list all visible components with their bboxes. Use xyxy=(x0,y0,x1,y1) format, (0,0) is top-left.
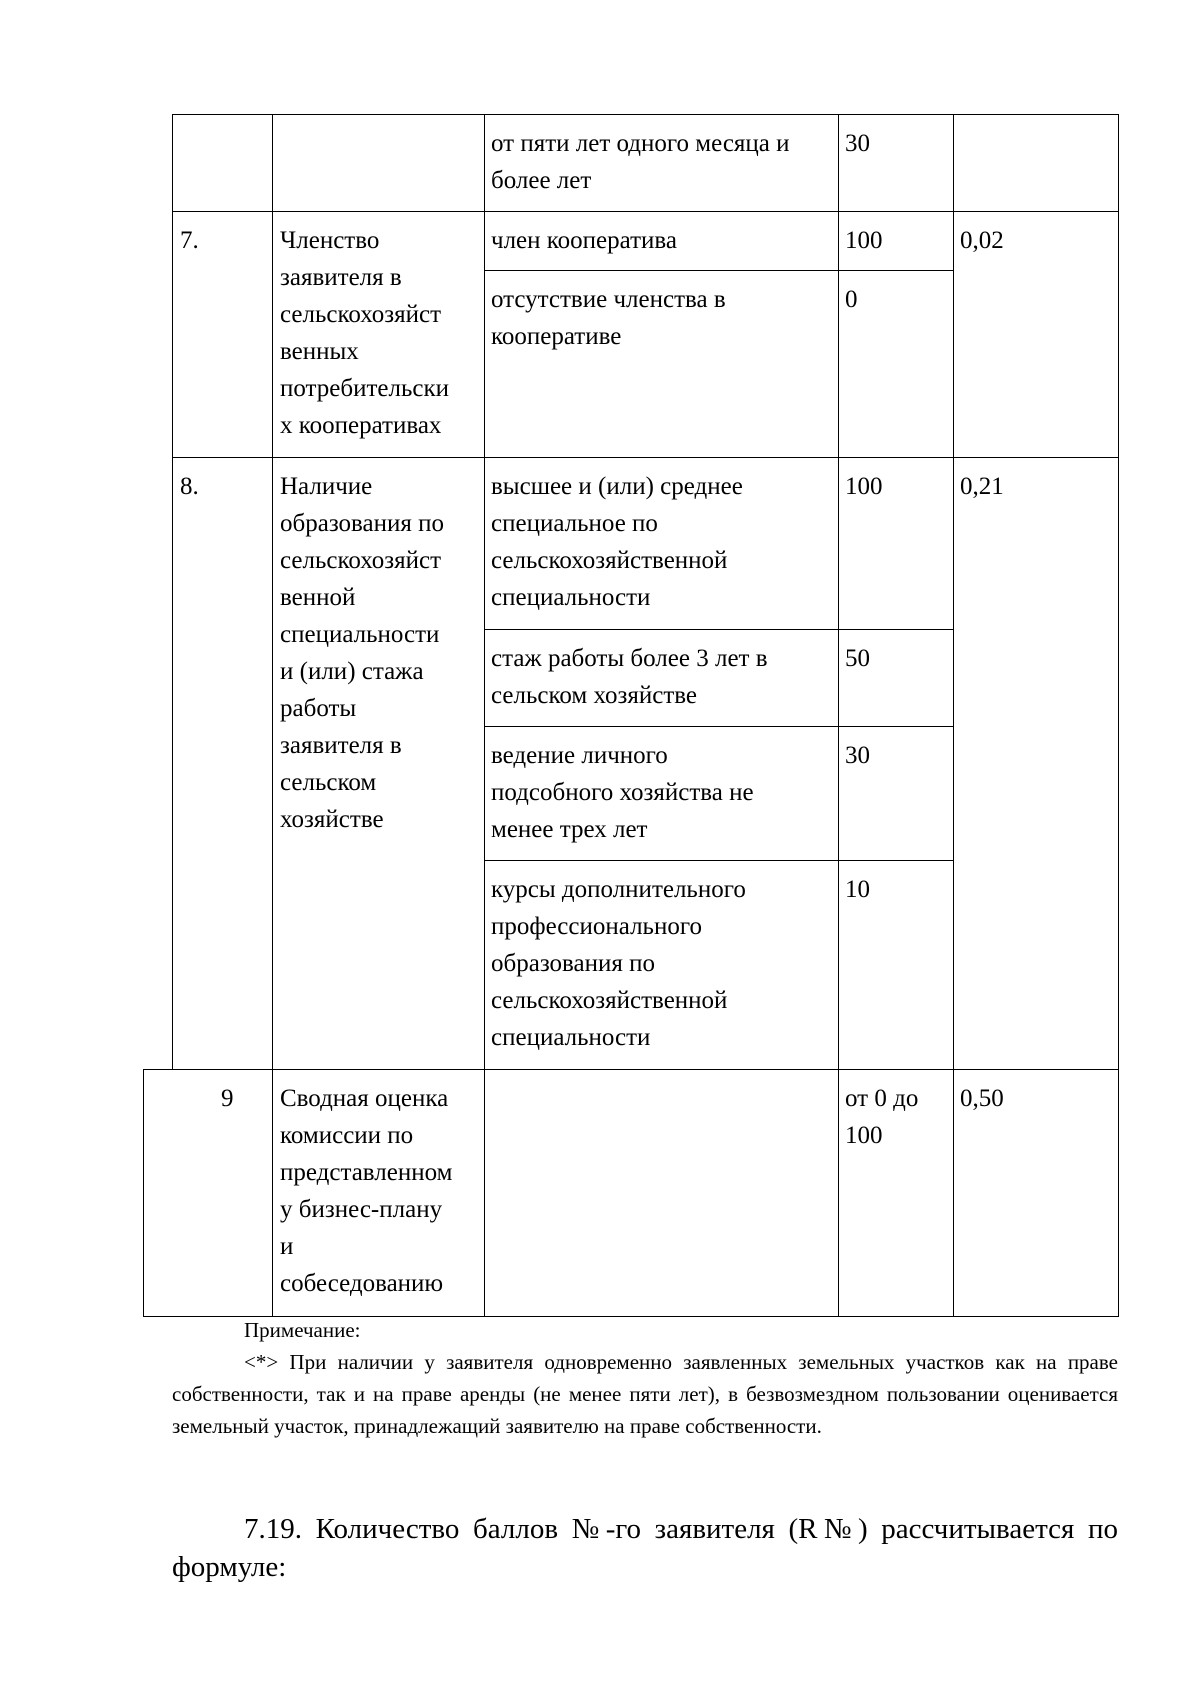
score-cell: 100 xyxy=(845,473,883,500)
row-number: 8. xyxy=(180,473,199,500)
row-number: 7. xyxy=(180,227,199,254)
score-cell: от 0 до 100 xyxy=(845,1085,919,1149)
score-cell: 30 xyxy=(845,742,870,769)
column-divider xyxy=(272,114,273,1316)
row-divider xyxy=(172,211,1119,212)
score-cell: 50 xyxy=(845,645,870,672)
criterion-cell: член кооператива xyxy=(491,227,677,254)
weight-cell: 0,02 xyxy=(960,227,1004,254)
table-border-top xyxy=(172,114,1119,115)
column-divider xyxy=(838,114,839,1316)
table-border-right xyxy=(1118,114,1119,1316)
column-divider xyxy=(484,114,485,1316)
note-text: <*> При наличии у заявителя одновременно заявленных земельных участков как на праве собственности, так и на праве аренды (не менее пяти лет), в безвозмездном пользовании оценивается земельный участок, принадлежащий заявителю на праве собственности. xyxy=(172,1350,1118,1438)
subrow-divider xyxy=(484,629,954,630)
paragraph-7-19: 7.19. Количество баллов №-го заявителя (R№) рассчитывается по формуле: xyxy=(172,1513,1118,1583)
note-label: Примечание: xyxy=(244,1318,361,1342)
subrow-divider xyxy=(484,860,954,861)
score-cell: 0 xyxy=(845,286,858,313)
weight-cell: 0,21 xyxy=(960,473,1004,500)
criterion-cell: отсутствие членства в кооперативе xyxy=(491,286,726,350)
weight-cell: 0,50 xyxy=(960,1085,1004,1112)
subrow-divider xyxy=(484,726,954,727)
criterion-cell: от пяти лет одного месяца и более лет xyxy=(491,130,790,194)
table-border-left-row9 xyxy=(143,1069,144,1316)
table-border-left xyxy=(172,114,173,1069)
score-cell: 30 xyxy=(845,130,870,157)
indicator-name: Наличие образования по сельскохозяйст венной специальности и (или) стажа работы заявителя в сельском хозяйстве xyxy=(280,473,445,833)
score-cell: 100 xyxy=(845,227,883,254)
criterion-cell: курсы дополнительного профессионального образования по сельскохозяйственной специальности xyxy=(491,876,746,1051)
row-divider xyxy=(143,1069,1119,1070)
row-divider xyxy=(172,457,1119,458)
criterion-cell: ведение личного подсобного хозяйства не менее трех лет xyxy=(491,742,754,843)
indicator-name: Сводная оценка комиссии по представленном у бизнес-плану и собеседованию xyxy=(280,1085,453,1297)
score-cell: 10 xyxy=(845,876,870,903)
row-number: 9 xyxy=(221,1085,234,1112)
criterion-cell: высшее и (или) среднее специальное по сельскохозяйственной специальности xyxy=(491,473,743,611)
indicator-name: Членство заявителя в сельскохозяйст венных потребительски х кооперативах xyxy=(280,227,449,439)
criterion-cell: стаж работы более 3 лет в сельском хозяйстве xyxy=(491,645,768,709)
column-divider xyxy=(953,114,954,1316)
subrow-divider xyxy=(484,270,954,271)
